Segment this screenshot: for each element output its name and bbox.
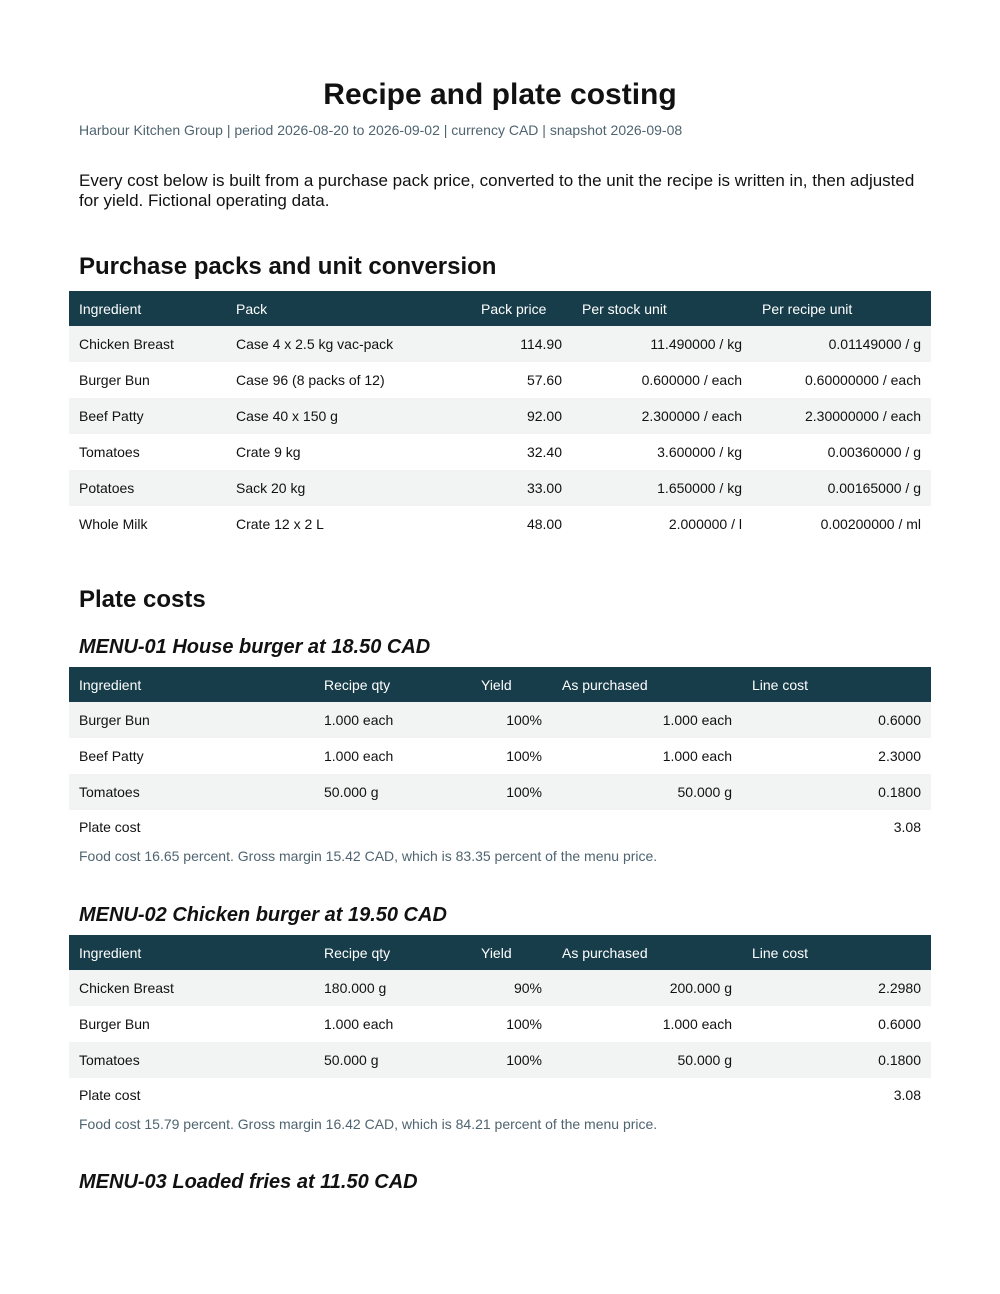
table-row — [69, 398, 931, 434]
cell-pack-price: 92.00 — [471, 398, 572, 434]
cell-ingredient: Burger Bun — [69, 1006, 314, 1042]
plate-total-row — [69, 1078, 931, 1112]
cell-pack: Case 4 x 2.5 kg vac-pack — [226, 326, 471, 362]
plates-heading: Plate costs — [79, 586, 206, 613]
cell-pack-price: 33.00 — [471, 470, 572, 506]
cell-recipe-qty: 1.000 each — [314, 738, 471, 774]
menu-title: MENU-02 Chicken burger at 19.50 CAD — [79, 904, 447, 926]
cell-yield: 90% — [471, 970, 552, 1006]
cell-yield: 100% — [471, 702, 552, 738]
table-row — [69, 362, 931, 398]
cell-recipe-qty: 1.000 each — [314, 1006, 471, 1042]
plate-cost-label: Plate cost — [69, 1078, 314, 1112]
page-title: Recipe and plate costing — [323, 78, 677, 111]
cell-recipe-qty: 180.000 g — [314, 970, 471, 1006]
plate-table-menu-02 — [69, 935, 931, 1112]
col-per-stock-unit: Per stock unit — [572, 291, 752, 326]
cell-pack: Crate 12 x 2 L — [226, 506, 471, 542]
table-row — [69, 970, 931, 1006]
cell-line-cost: 2.3000 — [742, 738, 931, 774]
cell-ingredient: Tomatoes — [69, 434, 226, 470]
cell-as-purchased: 50.000 g — [552, 774, 742, 810]
col-ingredient: Ingredient — [69, 291, 226, 326]
cell-ingredient: Tomatoes — [69, 774, 314, 810]
cell-recipe-qty: 1.000 each — [314, 702, 471, 738]
cell-as-purchased: 50.000 g — [552, 1042, 742, 1078]
menu-title: MENU-03 Loaded fries at 11.50 CAD — [79, 1171, 418, 1193]
plate-cost-value: 3.08 — [742, 1078, 931, 1112]
cell-per-recipe-unit: 0.00200000 / ml — [752, 506, 931, 542]
col-ingredient: Ingredient — [69, 935, 314, 970]
cell-as-purchased: 1.000 each — [552, 738, 742, 774]
cell-as-purchased: 1.000 each — [552, 702, 742, 738]
table-row — [69, 774, 931, 810]
col-yield: Yield — [471, 935, 552, 970]
table-row — [69, 326, 931, 362]
cell-line-cost: 0.6000 — [742, 702, 931, 738]
col-recipe-qty: Recipe qty — [314, 667, 471, 702]
col-pack: Pack — [226, 291, 471, 326]
cell-yield: 100% — [471, 774, 552, 810]
cell-per-stock-unit: 2.300000 / each — [572, 398, 752, 434]
cell-yield: 100% — [471, 1042, 552, 1078]
cell-line-cost: 0.1800 — [742, 1042, 931, 1078]
cell-ingredient: Beef Patty — [69, 738, 314, 774]
cell-per-recipe-unit: 0.00165000 / g — [752, 470, 931, 506]
plate-note: Food cost 16.65 percent. Gross margin 15.42 CAD, which is 83.35 percent of the menu price. — [79, 848, 658, 864]
table-row — [69, 434, 931, 470]
cell-pack-price: 32.40 — [471, 434, 572, 470]
col-line-cost: Line cost — [742, 667, 931, 702]
cell-line-cost: 0.6000 — [742, 1006, 931, 1042]
cell-ingredient: Burger Bun — [69, 362, 226, 398]
plate-note: Food cost 15.79 percent. Gross margin 16.42 CAD, which is 84.21 percent of the menu price. — [79, 1116, 658, 1132]
cell-line-cost: 0.1800 — [742, 774, 931, 810]
cell-ingredient: Chicken Breast — [69, 326, 226, 362]
table-row — [69, 1006, 931, 1042]
cell-pack: Case 40 x 150 g — [226, 398, 471, 434]
cell-per-recipe-unit: 2.30000000 / each — [752, 398, 931, 434]
cell-per-recipe-unit: 0.00360000 / g — [752, 434, 931, 470]
col-per-recipe-unit: Per recipe unit — [752, 291, 931, 326]
cell-line-cost: 2.2980 — [742, 970, 931, 1006]
table-row — [69, 470, 931, 506]
cell-pack-price: 114.90 — [471, 326, 572, 362]
table-row — [69, 738, 931, 774]
plate-cost-value: 3.08 — [742, 810, 931, 844]
cell-ingredient: Potatoes — [69, 470, 226, 506]
cell-per-stock-unit: 2.000000 / l — [572, 506, 752, 542]
col-as-purchased: As purchased — [552, 667, 742, 702]
col-pack-price: Pack price — [471, 291, 572, 326]
plate-header-row — [69, 667, 931, 702]
packs-heading: Purchase packs and unit conversion — [79, 253, 497, 280]
cell-pack: Case 96 (8 packs of 12) — [226, 362, 471, 398]
plate-table-menu-01 — [69, 667, 931, 844]
cell-as-purchased: 200.000 g — [552, 970, 742, 1006]
cell-pack-price: 57.60 — [471, 362, 572, 398]
cell-pack: Sack 20 kg — [226, 470, 471, 506]
cell-per-stock-unit: 1.650000 / kg — [572, 470, 752, 506]
cell-yield: 100% — [471, 738, 552, 774]
cell-per-stock-unit: 3.600000 / kg — [572, 434, 752, 470]
packs-header-row — [69, 291, 931, 326]
report-meta: Harbour Kitchen Group | period 2026-08-20 to 2026-09-02 | currency CAD | snapshot 2026-09-08 — [79, 122, 683, 138]
cell-recipe-qty: 50.000 g — [314, 774, 471, 810]
cell-recipe-qty: 50.000 g — [314, 1042, 471, 1078]
col-recipe-qty: Recipe qty — [314, 935, 471, 970]
cell-per-stock-unit: 0.600000 / each — [572, 362, 752, 398]
cell-per-recipe-unit: 0.60000000 / each — [752, 362, 931, 398]
table-row — [69, 702, 931, 738]
plate-total-row — [69, 810, 931, 844]
cell-per-stock-unit: 11.490000 / kg — [572, 326, 752, 362]
cell-ingredient: Burger Bun — [69, 702, 314, 738]
cell-as-purchased: 1.000 each — [552, 1006, 742, 1042]
cell-ingredient: Whole Milk — [69, 506, 226, 542]
intro-paragraph: Every cost below is built from a purchase pack price, converted to the unit the recipe is written in, then adjusted for yield. Fictional operating data. — [79, 171, 915, 210]
cell-pack-price: 48.00 — [471, 506, 572, 542]
cell-ingredient: Chicken Breast — [69, 970, 314, 1006]
table-row — [69, 506, 931, 542]
cell-per-recipe-unit: 0.01149000 / g — [752, 326, 931, 362]
packs-table — [69, 291, 931, 542]
plate-header-row — [69, 935, 931, 970]
cell-yield: 100% — [471, 1006, 552, 1042]
col-as-purchased: As purchased — [552, 935, 742, 970]
cell-ingredient: Beef Patty — [69, 398, 226, 434]
cell-ingredient: Tomatoes — [69, 1042, 314, 1078]
plate-cost-label: Plate cost — [69, 810, 314, 844]
table-row — [69, 1042, 931, 1078]
cell-pack: Crate 9 kg — [226, 434, 471, 470]
col-ingredient: Ingredient — [69, 667, 314, 702]
col-yield: Yield — [471, 667, 552, 702]
col-line-cost: Line cost — [742, 935, 931, 970]
menu-title: MENU-01 House burger at 18.50 CAD — [79, 636, 431, 658]
